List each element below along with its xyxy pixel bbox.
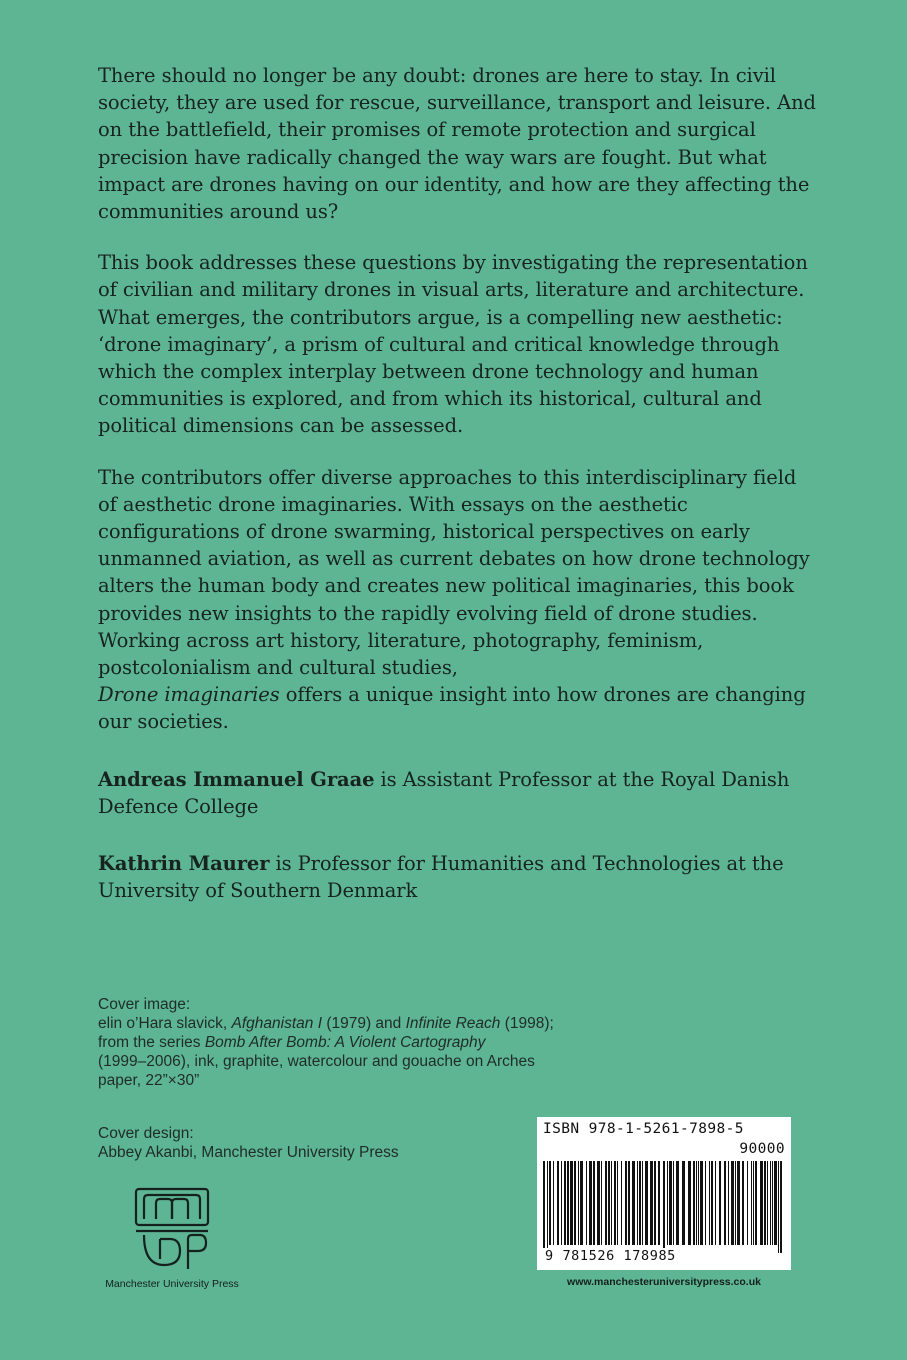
barcode-bar (543, 1161, 545, 1253)
blurb-paragraph-3 (98, 464, 818, 736)
barcode-bar (637, 1161, 638, 1245)
barcode-bar (742, 1161, 744, 1245)
cover-work-1: Afghanistan I (231, 1015, 323, 1032)
barcode-bar (589, 1161, 592, 1245)
barcode-bar (650, 1161, 653, 1245)
barcode-bar (724, 1161, 726, 1245)
publisher-name: Manchester University Press (105, 1278, 239, 1290)
cover-artist: elin o’Hara slavick, (98, 1015, 232, 1032)
cover-design-heading: Cover design: (98, 1125, 194, 1142)
barcode-bar (614, 1161, 616, 1245)
barcode-bar (593, 1161, 595, 1245)
barcode-bar (570, 1161, 573, 1245)
barcode-bar (574, 1161, 576, 1245)
barcode-bar (753, 1161, 754, 1245)
back-cover-blurb (98, 62, 818, 904)
barcode-bar (719, 1161, 721, 1245)
barcode-bar (774, 1161, 777, 1245)
barcode-bar (770, 1161, 771, 1245)
barcode-bar (628, 1161, 630, 1245)
barcode-bar (553, 1161, 554, 1245)
cover-image-line-1 (98, 1014, 568, 1033)
barcode-bar (772, 1161, 773, 1245)
publisher-logo (92, 1185, 252, 1290)
cover-details: (1999–2006), ink, graphite, watercolour and gouache on Arches paper, 22”×30” (98, 1053, 535, 1089)
cover-image-line-2 (98, 1033, 568, 1090)
barcode-bar (767, 1161, 768, 1245)
cover-work-2: Infinite Reach (405, 1015, 501, 1032)
barcode-bar (621, 1161, 622, 1245)
cover-series: Bomb After Bomb: A Violent Cartography (204, 1034, 486, 1051)
author-name-1: Andreas Immanuel Graae (98, 767, 375, 791)
book-title: Drone imaginaries (98, 683, 280, 707)
barcode-bar (605, 1161, 607, 1245)
barcode-bar (764, 1161, 766, 1245)
barcode-bar (751, 1161, 752, 1245)
publisher-website: www.manchesteruniversitypress.co.uk (567, 1276, 761, 1288)
barcode-bar (682, 1161, 685, 1245)
barcode-bar (611, 1161, 612, 1245)
barcode-bar (608, 1161, 610, 1245)
cover-series-prefix: from the series (98, 1034, 205, 1051)
barcode-bar (728, 1161, 729, 1245)
barcode-bar (625, 1161, 627, 1245)
blurb-paragraph-3-text: The contributors offer diverse approaches to this interdisciplinary field of aesthetic drone imaginaries. With essays on the aesthetic configurations of drone swarming, historical perspectives on early unmanned aviation, as well as current debates on how drone technology alters the human body and creates new political imaginaries, this book provides new insights to the rapidly evolving field of drone studies. Working across art history, literature, photography, feminism, postcolonialism and cultural studies, (98, 465, 810, 680)
barcode-bar (747, 1161, 748, 1245)
barcode-bar (673, 1161, 674, 1245)
cover-image-heading: Cover image: (98, 996, 191, 1013)
barcode-bar (711, 1161, 713, 1245)
barcode-bar (667, 1161, 668, 1245)
barcode-bar (731, 1161, 734, 1245)
barcode-bar (557, 1161, 559, 1245)
barcode-bar (698, 1161, 699, 1245)
barcode-bar (642, 1161, 643, 1245)
barcode-bar (693, 1161, 695, 1245)
blurb-paragraph-2: This book addresses these questions by investigating the representation of civilian and military drones in visual arts, literature and architecture. What emerges, the contributors argue, is a compelling new aesthetic: ‘drone imaginary’, a prism of cultural and critical knowledge through which the complex interplay between drone technology and human communities is explored, and from which its historical, cultural and political dimensions can be assessed. (98, 251, 808, 438)
barcode-bar (778, 1161, 779, 1253)
barcode-bar (669, 1161, 672, 1245)
author-bio-text-2: is Professor for Humanities and Technologies at the University of Southern Denmark (98, 852, 784, 903)
barcode-bar (705, 1161, 706, 1245)
isbn-barcode (537, 1117, 791, 1270)
barcode-bar (632, 1161, 635, 1245)
author-bio-1 (98, 766, 818, 820)
barcode-bar (696, 1161, 697, 1245)
barcode-bar (586, 1161, 587, 1245)
publisher-monogram-icon (130, 1185, 214, 1271)
cover-year-1: (1979) and (322, 1015, 406, 1032)
author-name-2: Kathrin Maurer (98, 852, 270, 876)
barcode-bar (564, 1161, 566, 1245)
isbn-label: ISBN 978-1-5261-7898-5 (543, 1121, 744, 1137)
barcode-bar (780, 1161, 782, 1253)
barcode-bar (639, 1161, 641, 1245)
barcode-bar (617, 1161, 618, 1245)
barcode-bar (547, 1161, 548, 1253)
barcode-bar (578, 1161, 579, 1245)
cover-image-credit (98, 995, 568, 1090)
barcode-bar (645, 1161, 648, 1245)
barcode-bar (580, 1161, 583, 1245)
barcode-bar (715, 1161, 716, 1245)
author-bio-text-1: is Assistant Professor at the Royal Danish Defence College (98, 767, 790, 818)
cover-design-credit (98, 1124, 568, 1162)
barcode-bar (597, 1161, 600, 1245)
barcode-bar (676, 1161, 679, 1245)
barcode-bar (654, 1161, 656, 1245)
barcode-bar (561, 1161, 562, 1245)
ean-digits: 9 781526 178985 (545, 1248, 676, 1264)
barcode-bar (663, 1161, 665, 1253)
barcode-bar (567, 1161, 569, 1245)
blurb-paragraph-3-end: offers a unique insight into how drones are changing our societies. (98, 683, 806, 734)
barcode-bar (688, 1161, 691, 1245)
barcode-bar (760, 1161, 763, 1245)
cover-designer: Abbey Akanbi, Manchester University Press (98, 1144, 399, 1161)
barcode-bar (658, 1161, 660, 1245)
barcode-bar (737, 1161, 740, 1245)
barcode-bar (549, 1161, 551, 1245)
barcode-bar (709, 1161, 710, 1245)
author-bio-2 (98, 850, 818, 904)
barcode-bar (755, 1161, 757, 1245)
barcode-bar (735, 1161, 736, 1245)
price-code: 90000 (739, 1141, 785, 1157)
blurb-paragraph-1: There should no longer be any doubt: drones are here to stay. In civil society, they are used for rescue, surveillance, transport and leisure. And on the battlefield, their promises of remote protection and surgical precision have radically changed the way wars are fought. But what impact are drones having on our identity, and how are they affecting the communities around us? (98, 64, 816, 224)
barcode-bar (700, 1161, 703, 1245)
barcode-bar (601, 1161, 602, 1245)
cover-year-2: (1998); (500, 1015, 554, 1032)
barcode-bars (541, 1161, 787, 1253)
